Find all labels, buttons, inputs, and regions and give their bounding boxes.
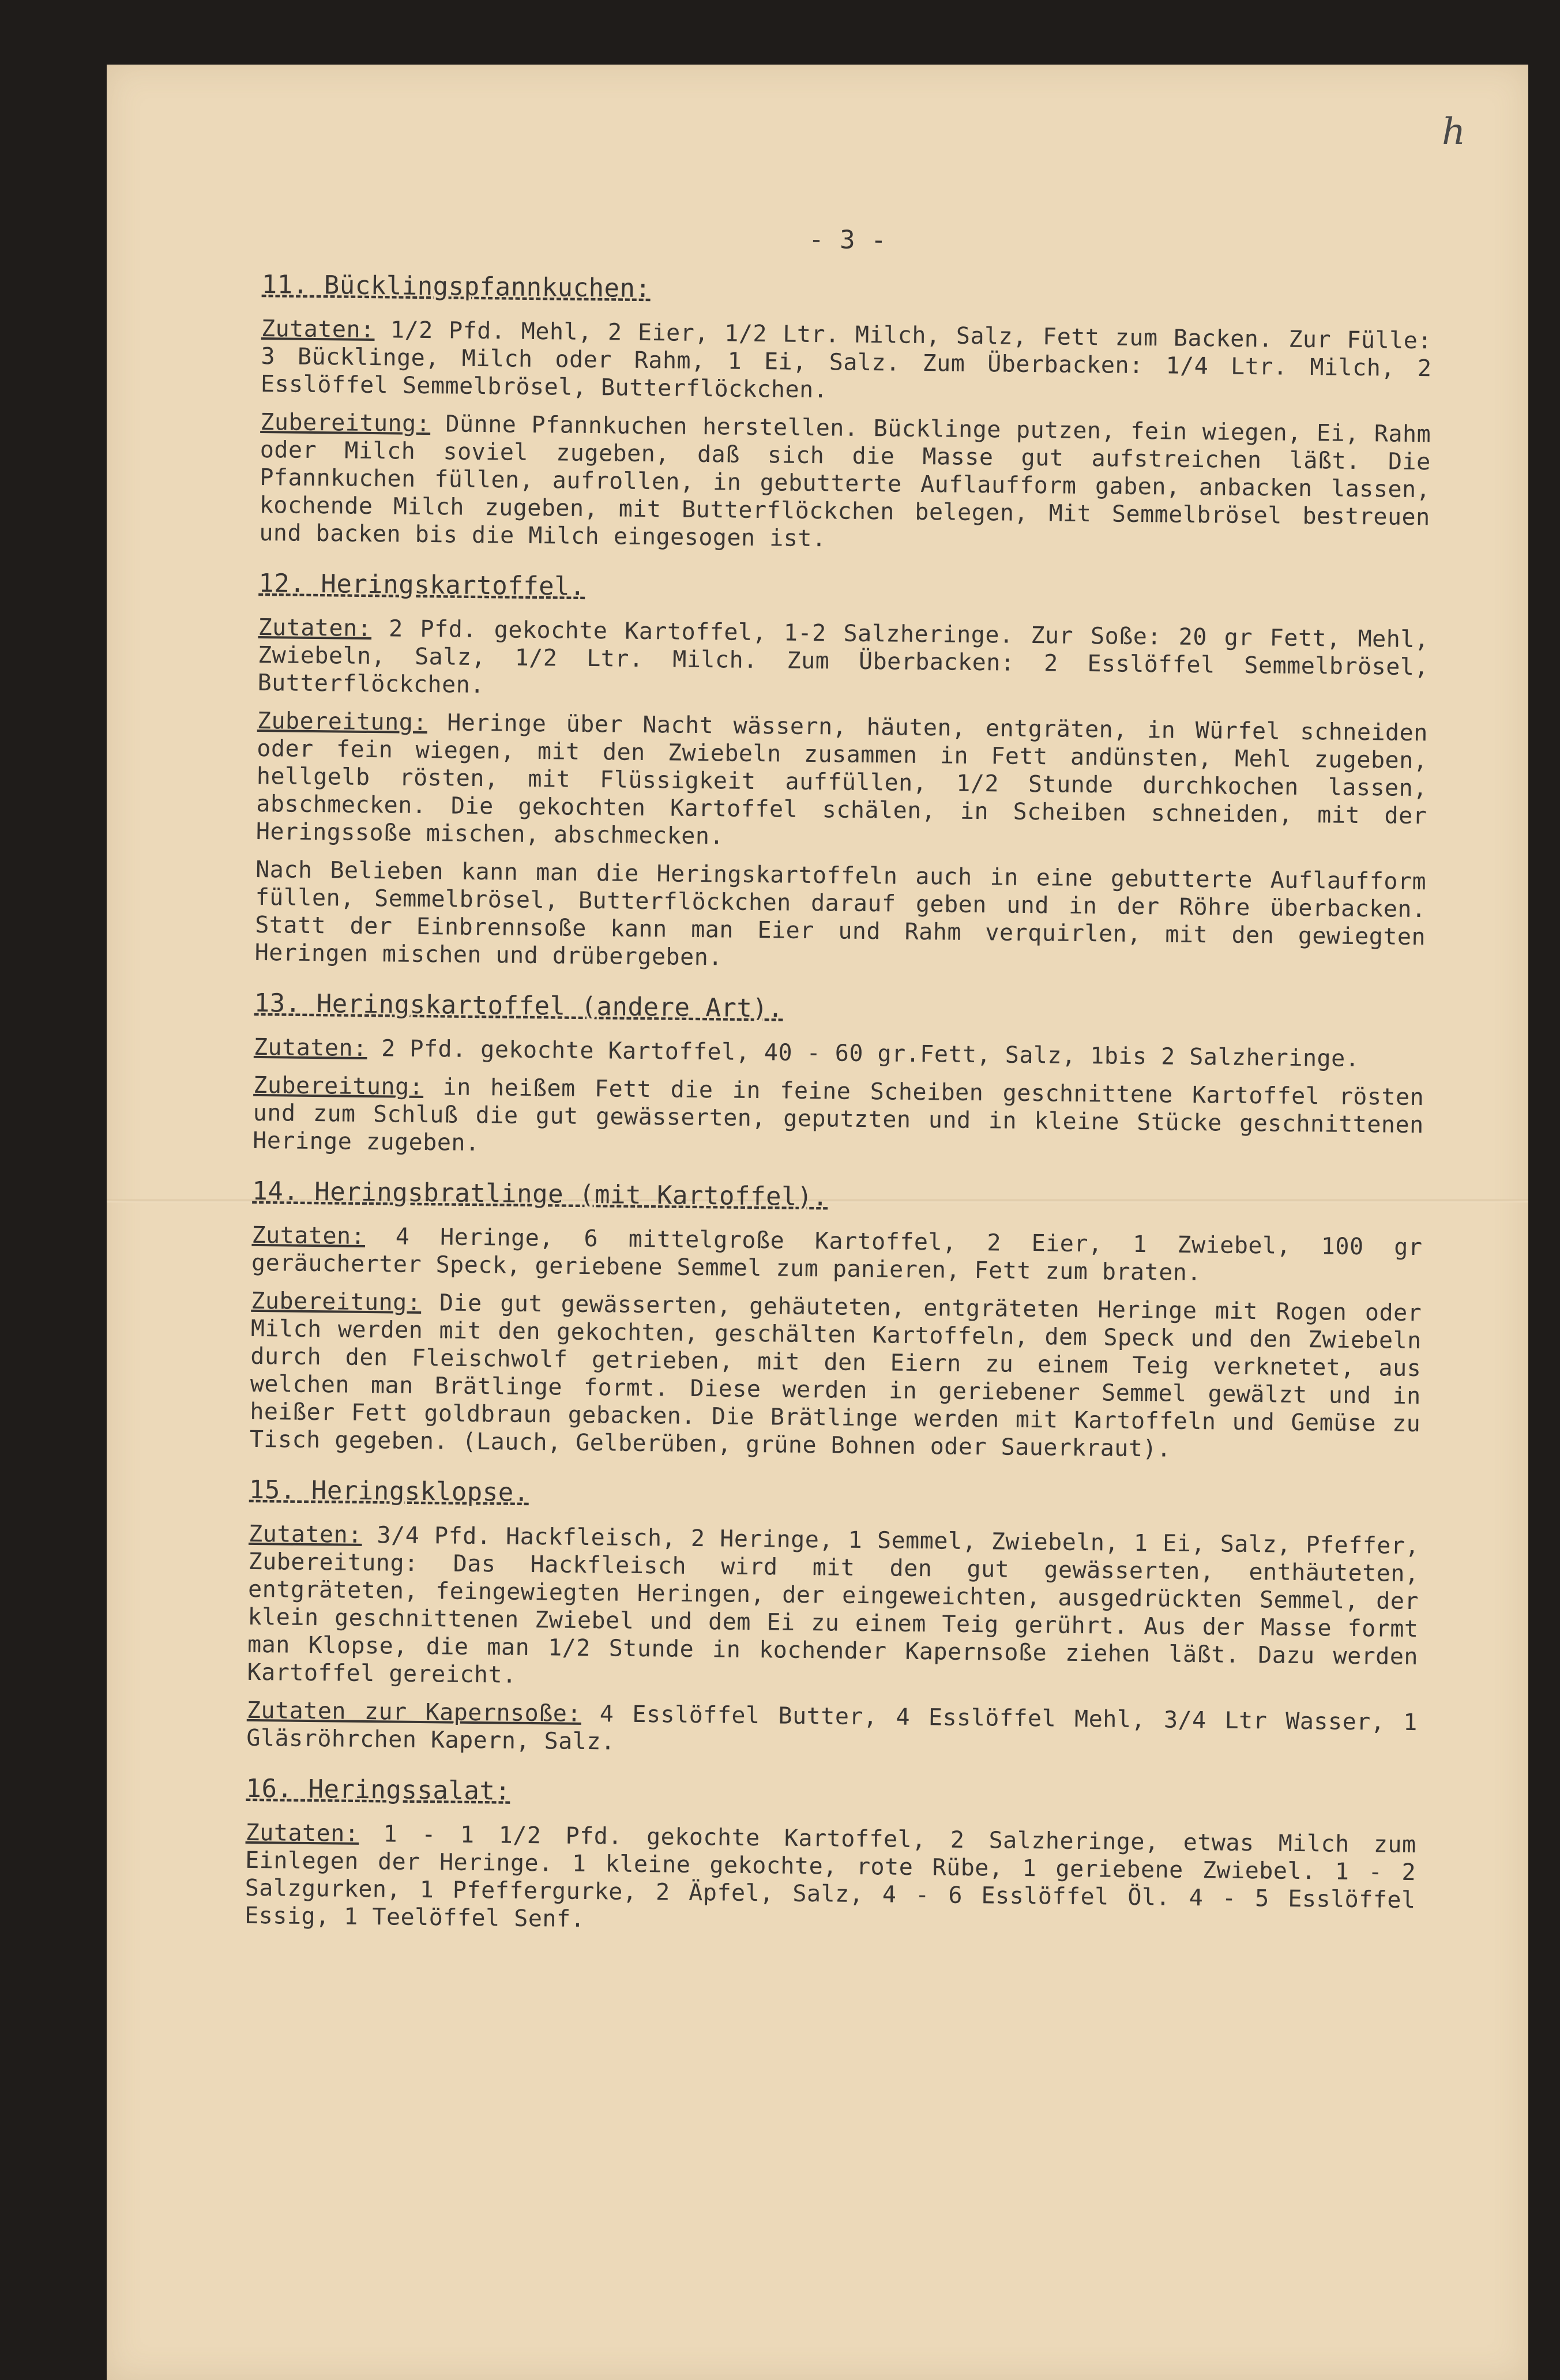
recipe-section (245, 1775, 1417, 1942)
handwritten-corner-mark: h (1442, 111, 1466, 153)
recipe-paragraph (251, 1221, 1423, 1289)
paragraph-text: Die gut gewässerten, gehäuteten, entgräteten Heringe mit Rogen oder Milch werden mit den gekochten, geschälten Kartoffeln, dem Speck und den Zwiebeln durch den Fleischwolf getrieben, mit den Eiern zu einem Teig verknetet, aus welchen man Brätlinge formt. Diese werden in geriebener Semmel gewälzt und in heißer Fett goldbraun gebacken. Die Brätlinge werden mit Kartoffeln und Gemüse zu Tisch gegeben. (Lauch, Gelberüben, grüne Bohnen oder Sauerkraut). (249, 1289, 1422, 1462)
paragraph-text: 4 Esslöffel Butter, 4 Esslöffel Mehl, 3/4 Ltr Wasser, 1 Gläsröhrchen Kapern, Salz. (246, 1700, 1418, 1755)
paragraph-text: Dünne Pfannkuchen herstellen. Bücklinge putzen, fein wiegen, Ei, Rahm oder Milch soviel zugeben, daß sich die Masse gut aufstreichen läßt. Die Pfannkuchen füllen, aufrollen, in gebutterte Auflaufform gaben, anbacken lassen, kochende Milch zugeben, mit Butterflöckchen belegen, Mit Semmelbrösel bestreuen und backen bis die Milch eingesogen ist. (259, 411, 1431, 552)
typed-text-body (245, 220, 1433, 1965)
paragraph-label: Zutaten: (258, 614, 372, 642)
paragraph-label: Zubereitung: (260, 408, 431, 438)
paragraph-text: 1 - 1 1/2 Pfd. gekochte Kartoffel, 2 Salzheringe, etwas Milch zum Einlegen der Heringe. 1 kleine gekochte, rote Rübe, 1 geriebene Zwiebel. 1 - 2 Salzgurken, 1 Pfeffergurke, 2 Äpfel, Salz, 4 - 6 Esslöffel Öl. 4 - 5 Esslöffel Essig, 1 Teelöffel Senf. (244, 1820, 1416, 1933)
recipe-paragraph (254, 856, 1426, 979)
recipe-paragraph (247, 1520, 1419, 1698)
recipe-title: 14. Heringsbratlinge (mit Kartoffel). (252, 1176, 829, 1212)
recipe-paragraph (253, 1071, 1424, 1167)
paper-sheet (107, 65, 1528, 2380)
page-number: - 3 - (808, 224, 887, 255)
paragraph-label: Zubereitung: (257, 707, 428, 736)
paragraph-label: Zutaten: (253, 1033, 367, 1062)
paragraph-label: Zutaten zur Kapernsoße: (246, 1697, 582, 1727)
paragraph-text: Heringe über Nacht wässern, häuten, entgräten, in Würfel schneiden oder fein wiegen, mit den Zwiebeln zusammen in Fett andünsten, Mehl zugeben, hellgelb rösten, mit Flüssigkeit auffüllen, 1/2 Stunde durchkochen lassen, abschmecken. Die gekochten Kartoffel schälen, in Scheiben schneiden, mit der Heringssoße mischen, abschmecken. (255, 709, 1429, 850)
recipe-section (254, 570, 1429, 979)
recipe-section (253, 990, 1425, 1167)
paragraph-text: 2 Pfd. gekochte Kartoffel, 40 - 60 gr.Fett, Salz, 1bis 2 Salzheringe. (367, 1035, 1360, 1072)
recipe-section (259, 271, 1433, 559)
recipe-paragraph (257, 614, 1429, 709)
recipe-paragraph (246, 1697, 1418, 1764)
recipe-paragraph (261, 315, 1432, 410)
paragraph-label: Zubereitung: (251, 1287, 422, 1316)
paragraph-text: Nach Belieben kann man die Heringskartoffeln auch in eine gebutterte Auflaufform füllen, Semmelbrösel, Butterflöckchen darauf geben und in der Röhre überbacken. Statt der Einbrennsoße kann man Eier und Rahm verquirlen, mit den gewiegten Heringen mischen und drübergeben. (254, 856, 1427, 971)
recipe-title: 13. Heringskartoffel (andere Art). (254, 988, 784, 1024)
recipe-title: 15. Heringsklopse. (249, 1475, 530, 1507)
recipe-paragraph (254, 1033, 1424, 1073)
recipe-section (250, 1178, 1423, 1465)
recipe-paragraph (259, 408, 1431, 559)
paragraph-text: in heißem Fett die in feine Scheiben geschnittene Kartoffel rösten und zum Schluß die gut gewässerten, geputzten und in kleine Stücke geschnittenen Heringe zugeben. (253, 1074, 1424, 1157)
recipe-title: 16. Heringssalat: (246, 1773, 511, 1806)
paragraph-label: Zutaten: (248, 1520, 363, 1548)
recipe-paragraph (245, 1819, 1416, 1942)
recipe-title: 12. Heringskartoffel. (258, 568, 586, 601)
recipe-paragraph (250, 1287, 1422, 1465)
recipe-paragraph (256, 707, 1428, 858)
paragraph-label: Zutaten: (251, 1221, 366, 1250)
paragraph-text: 2 Pfd. gekochte Kartoffel, 1-2 Salzheringe. Zur Soße: 20 gr Fett, Mehl, Zwiebeln, Salz, 1/2 Ltr. Milch. Zum Überbacken: 2 Esslöffel Semmelbrösel, Butterflöckchen. (257, 615, 1429, 699)
paragraph-text: 1/2 Pfd. Mehl, 2 Eier, 1/2 Ltr. Milch, Salz, Fett zum Backen. Zur Fülle: 3 Bücklinge, Milch oder Rahm, 1 Ei, Salz. Zum Überbacken: 1/4 Ltr. Milch, 2 Esslöffel Semmelbrösel, Butterflöckchen. (260, 317, 1433, 404)
paragraph-text: 4 Heringe, 6 mittelgroße Kartoffel, 2 Eier, 1 Zwiebel, 100 gr geräucherter Speck, geriebene Semmel zum panieren, Fett zum braten. (251, 1223, 1423, 1287)
paragraph-text: 3/4 Pfd. Hackfleisch, 2 Heringe, 1 Semmel, Zwiebeln, 1 Ei, Salz, Pfeffer, Zubereitung: Das Hackfleisch wird mit den gut gewässerten, enthäuteten, entgräteten, feingewiegten Heringen, der eingeweichten, ausgedrückten Semmel, der klein geschnittenen Zwiebel und dem Ei zu einem Teig gerührt. Aus der Masse formt man Klopse, die man 1/2 Stunde in kochender Kapernsoße ziehen läßt. Dazu werden Kartoffel gereicht. (247, 1521, 1420, 1689)
recipe-title: 11. Bücklingspfannkuchen: (261, 269, 651, 304)
paragraph-label: Zutaten: (245, 1819, 359, 1847)
recipe-list (245, 271, 1433, 1942)
recipe-section (246, 1476, 1420, 1764)
paragraph-label: Zubereitung: (253, 1071, 424, 1101)
paragraph-label: Zutaten: (261, 315, 375, 344)
